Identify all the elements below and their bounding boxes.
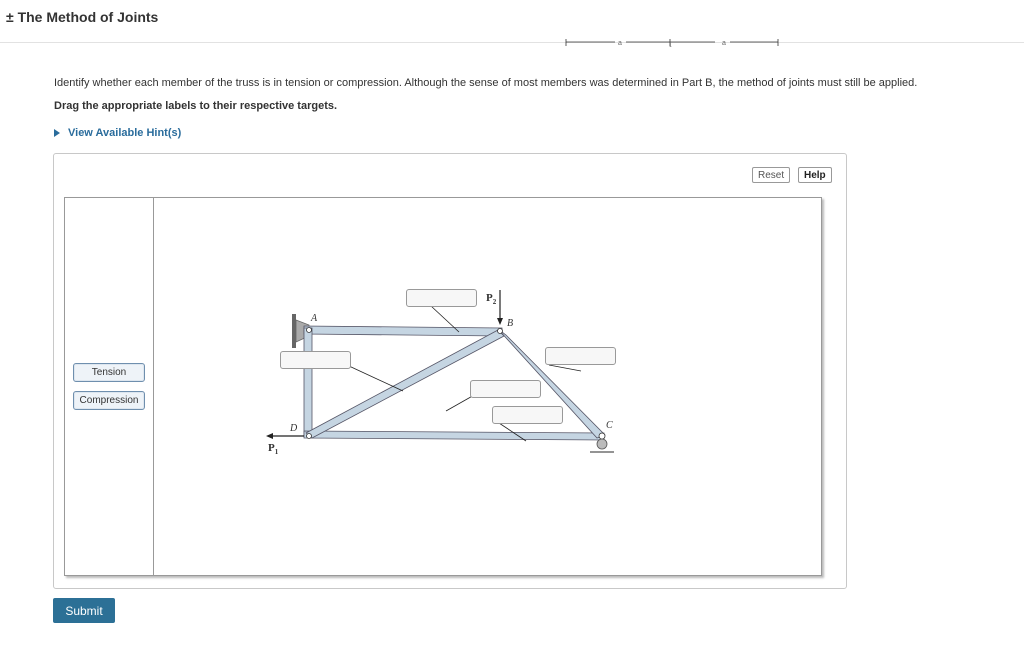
header-bar — [0, 0, 1024, 47]
hint-label: View Available Hint(s) — [68, 127, 182, 139]
truss-diagram — [154, 198, 821, 575]
load-p1-label: $P_1$ — [268, 442, 279, 456]
workspace — [64, 197, 822, 576]
instructions-bold: Drag the appropriate labels to their respective targets. — [54, 100, 338, 112]
submit-button[interactable]: Submit — [53, 598, 115, 623]
dimension-mid: 1 — [669, 43, 672, 47]
dimension-a-left: a — [618, 40, 622, 47]
view-hints-link[interactable] — [54, 127, 181, 139]
wall-support — [292, 314, 296, 348]
joint-a-label: A — [311, 313, 318, 324]
load-p2-label: $P_2$ — [486, 292, 497, 306]
dimension-a-right: a — [722, 40, 726, 47]
drop-target-ad[interactable] — [280, 351, 351, 369]
roller-support — [597, 439, 607, 449]
label-bank — [65, 198, 154, 575]
drop-target-db[interactable] — [470, 380, 541, 398]
member-ad — [304, 328, 312, 436]
drag-drop-panel — [53, 153, 847, 589]
caret-right-icon — [54, 129, 60, 137]
joint-b-label: B — [507, 318, 514, 329]
drop-target-dc[interactable] — [492, 406, 563, 424]
joint-c-label: C — [606, 420, 613, 431]
member-ab — [304, 326, 502, 336]
drop-target-bc[interactable] — [545, 347, 616, 365]
dimension-line — [560, 37, 785, 47]
drop-target-ab[interactable] — [406, 289, 477, 307]
page-title: ± The Method of Joints — [6, 9, 159, 25]
joint-d-label: D — [290, 423, 298, 434]
label-tension[interactable]: Tension — [73, 363, 145, 382]
help-button[interactable]: Help — [798, 167, 832, 183]
reset-button[interactable]: Reset — [752, 167, 790, 183]
label-compression[interactable]: Compression — [73, 391, 145, 410]
member-dc — [304, 431, 604, 440]
instructions-text: Identify whether each member of the truss is in tension or compression. Although the sense of most members was determined in Part B, the method of joints must still be applied. — [54, 77, 918, 89]
